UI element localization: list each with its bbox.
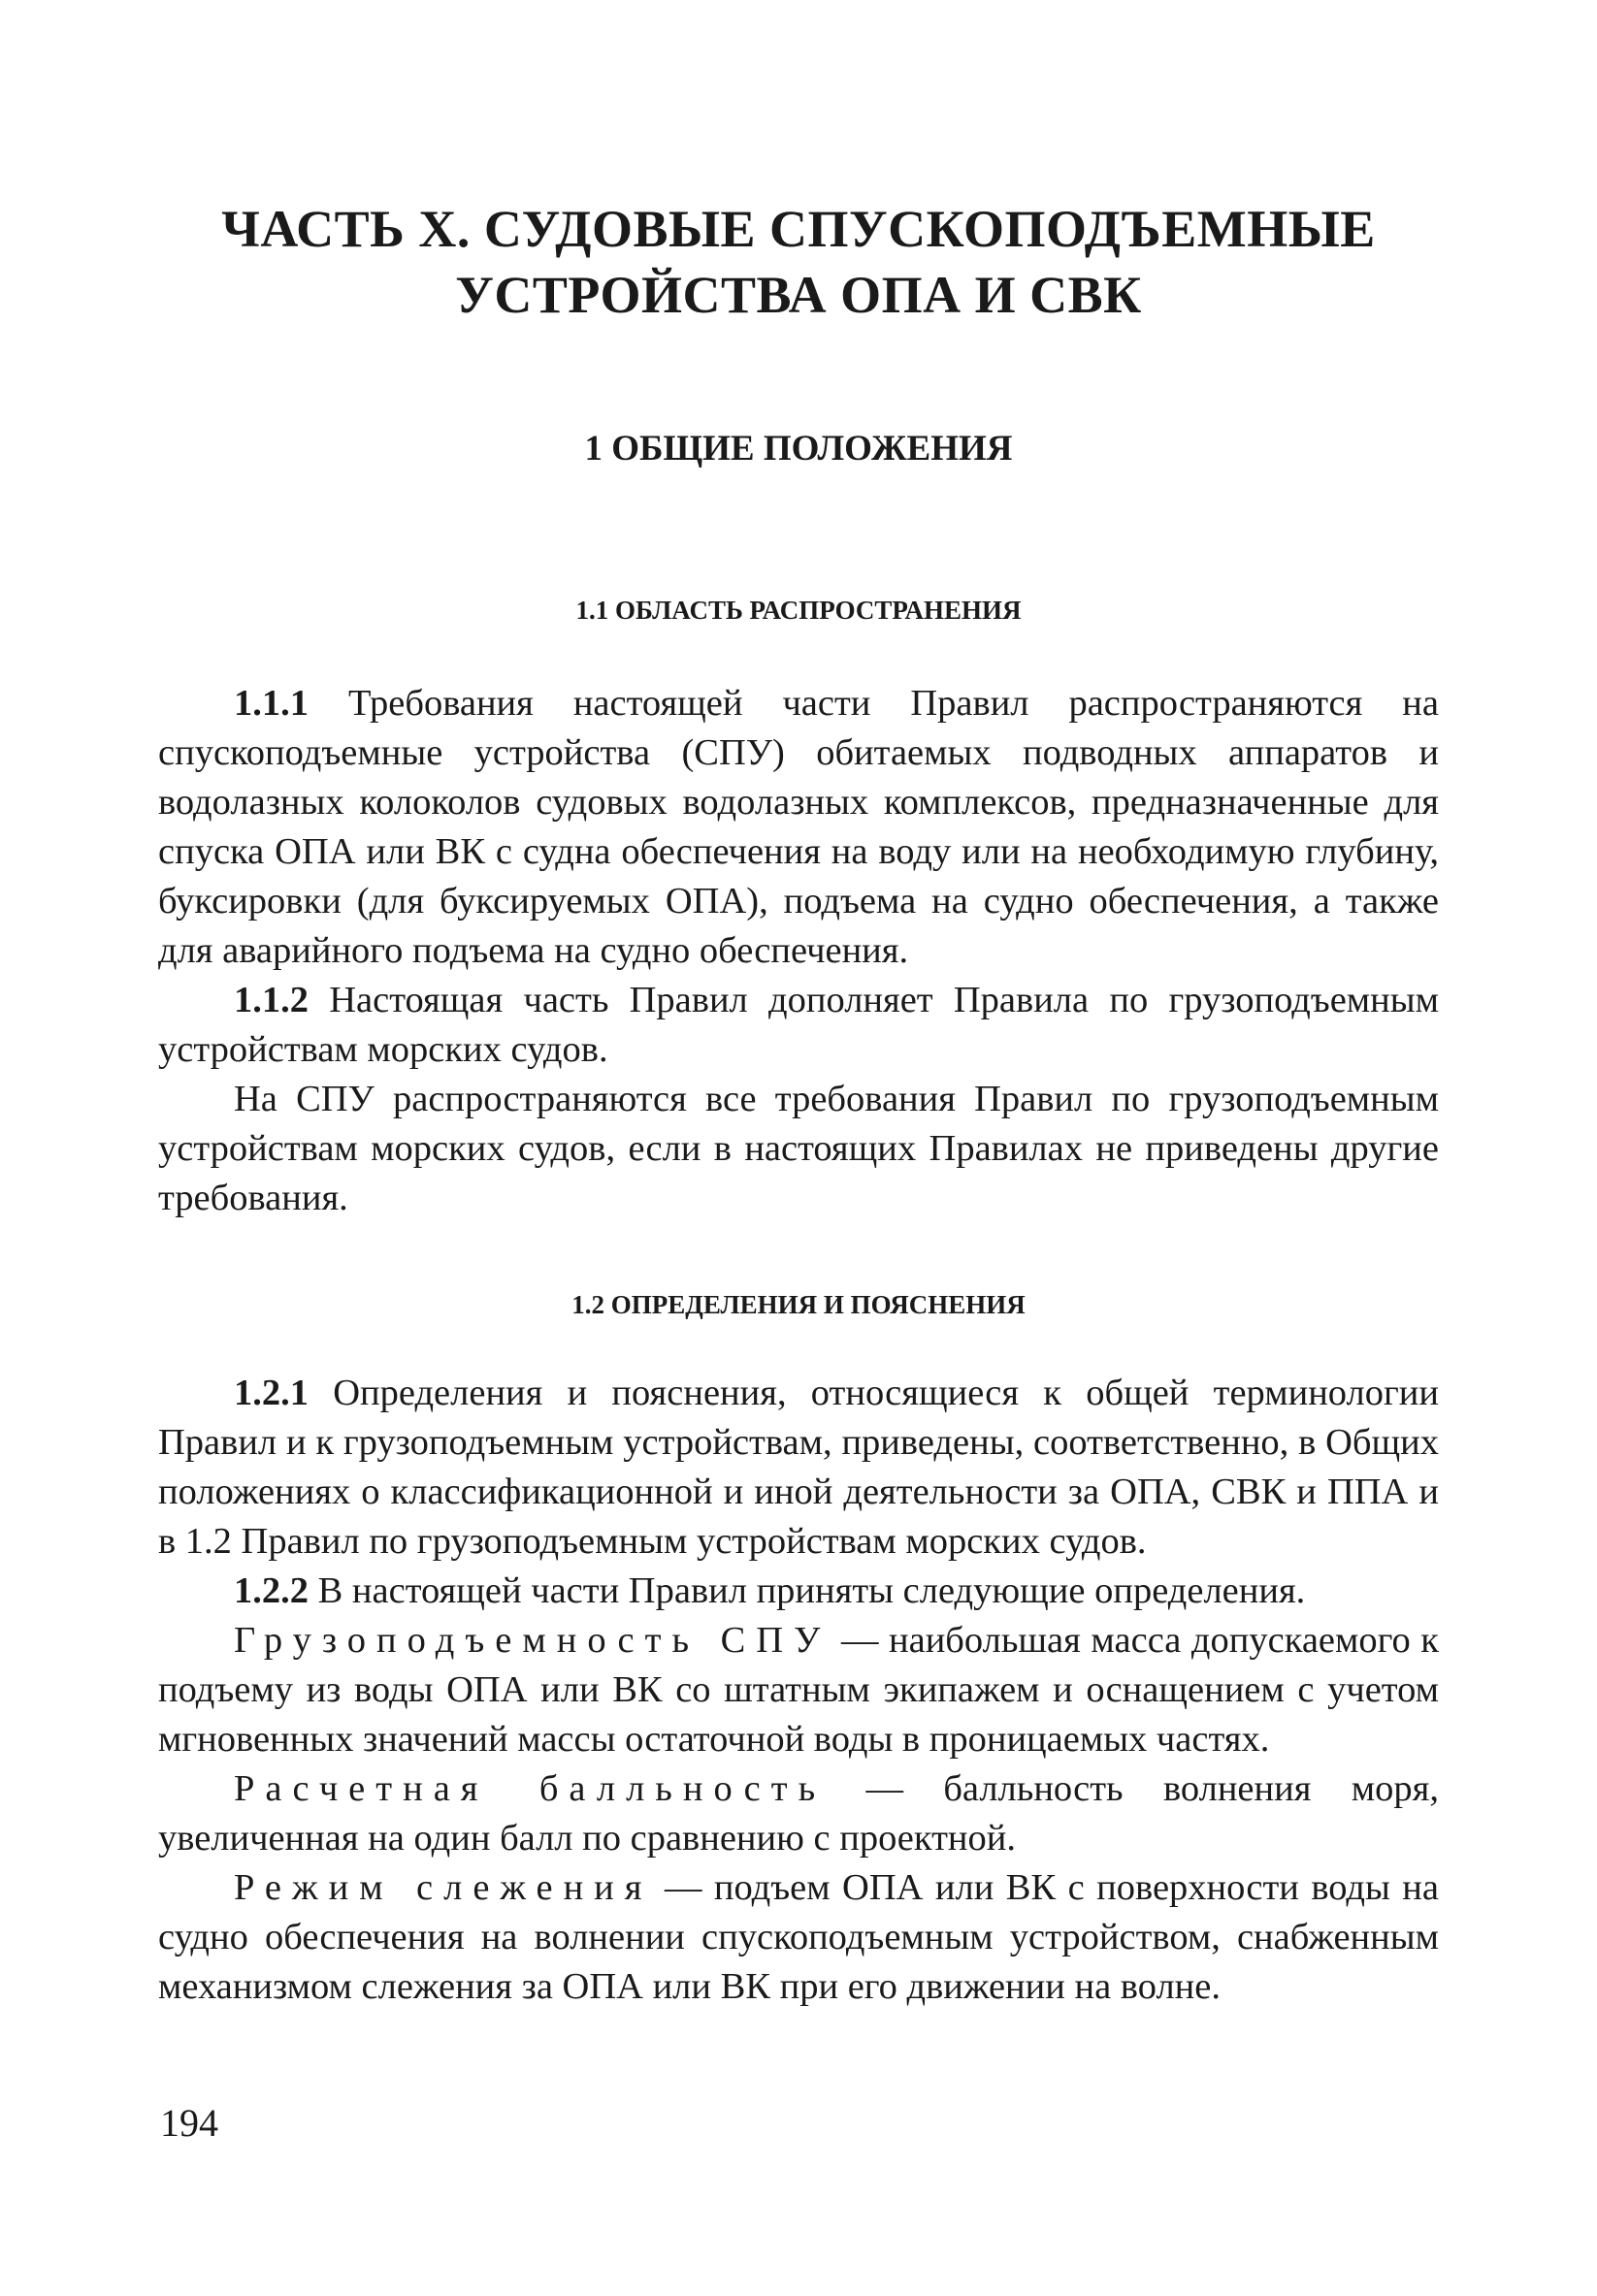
- definition-term: Грузоподъемность СПУ: [234, 1620, 831, 1661]
- definition-tracking-mode: [158, 1863, 1439, 2012]
- part-title-line-2: УСТРОЙСТВА ОПА И СВК: [455, 266, 1142, 324]
- paragraph-text: Настоящая часть Правил дополняет Правила по грузоподъемным устройствам морских судов.: [158, 980, 1439, 1070]
- part-title-line-1: ЧАСТЬ X. СУДОВЫЕ СПУСКОПОДЪЕМНЫЕ: [221, 200, 1376, 258]
- paragraph-number: 1.1.1: [234, 683, 309, 724]
- section-title: 1 ОБЩИЕ ПОЛОЖЕНИЯ: [584, 429, 1013, 469]
- definition-text: — подъем ОПА или ВК с поверхности воды на судно обеспечения на волнении спускоподъемным устройством, снабженным механизмом слежения за ОПА или ВК при его движении на волне.: [158, 1867, 1439, 2007]
- paragraph-text: В настоящей части Правил приняты следующие определения.: [309, 1570, 1306, 1611]
- paragraph-number: 1.1.2: [234, 980, 309, 1020]
- paragraph-1-1-2: [158, 976, 1439, 1075]
- paragraph-1-1-1: [158, 679, 1439, 976]
- subsection-1-2-body: [158, 1369, 1439, 2012]
- definition-design-sea-state: [158, 1764, 1439, 1863]
- subsection-1-1-body: [158, 679, 1439, 1223]
- paragraph-number: 1.2.1: [234, 1373, 309, 1413]
- paragraph-1-1-2-cont: [158, 1075, 1439, 1223]
- definition-lifting-capacity: [158, 1616, 1439, 1764]
- paragraph-text: Определения и пояснения, относящиеся к общей терминологии Правил и к грузоподъемным устройствам, приведены, соответственно, в Общих положениях о классификационной и иной деятельности за ОПА, СВК и ППА и в 1.2 Правил по грузоподъемным устройствам морских судов.: [158, 1373, 1439, 1562]
- subsection-title-1-2: 1.2 ОПРЕДЕЛЕНИЯ И ПОЯСНЕНИЯ: [571, 1290, 1026, 1319]
- definition-text: — балльность волнения моря, увеличенная на один балл по сравнению с проектной.: [158, 1768, 1439, 1859]
- definition-text: — наибольшая масса допускаемого к подъему из воды ОПА или ВК со штатным экипажем и оснащением с учетом мгновенных значений массы остаточной воды в проницаемых частях.: [158, 1620, 1439, 1760]
- paragraph-text: На СПУ распространяются все требования Правил по грузоподъемным устройствам морских судов, если в настоящих Правилах не приведены другие требования.: [158, 1079, 1439, 1218]
- definition-term: Режим слежения: [234, 1867, 653, 1908]
- paragraph-text: Требования настоящей части Правил распространяются на спускоподъемные устройства (СПУ) обитаемых подводных аппаратов и водолазных колоколов судовых водолазных комплексов, предназначенные для спуска ОПА или ВК с судна обеспечения на воду или на необходимую глубину, буксировки (для буксируемых ОПА), подъема на судно обеспечения, а также для аварийного подъема на судно обеспечения.: [158, 683, 1439, 971]
- paragraph-1-2-1: [158, 1369, 1439, 1567]
- subsection-title-1-1: 1.1 ОБЛАСТЬ РАСПРОСТРАНЕНИЯ: [575, 596, 1022, 625]
- part-title: [155, 196, 1442, 328]
- paragraph-number: 1.2.2: [234, 1570, 309, 1611]
- definition-term: Расчетная балльность: [234, 1768, 827, 1809]
- page-number: 194: [160, 2101, 218, 2145]
- paragraph-1-2-2: [158, 1567, 1439, 1616]
